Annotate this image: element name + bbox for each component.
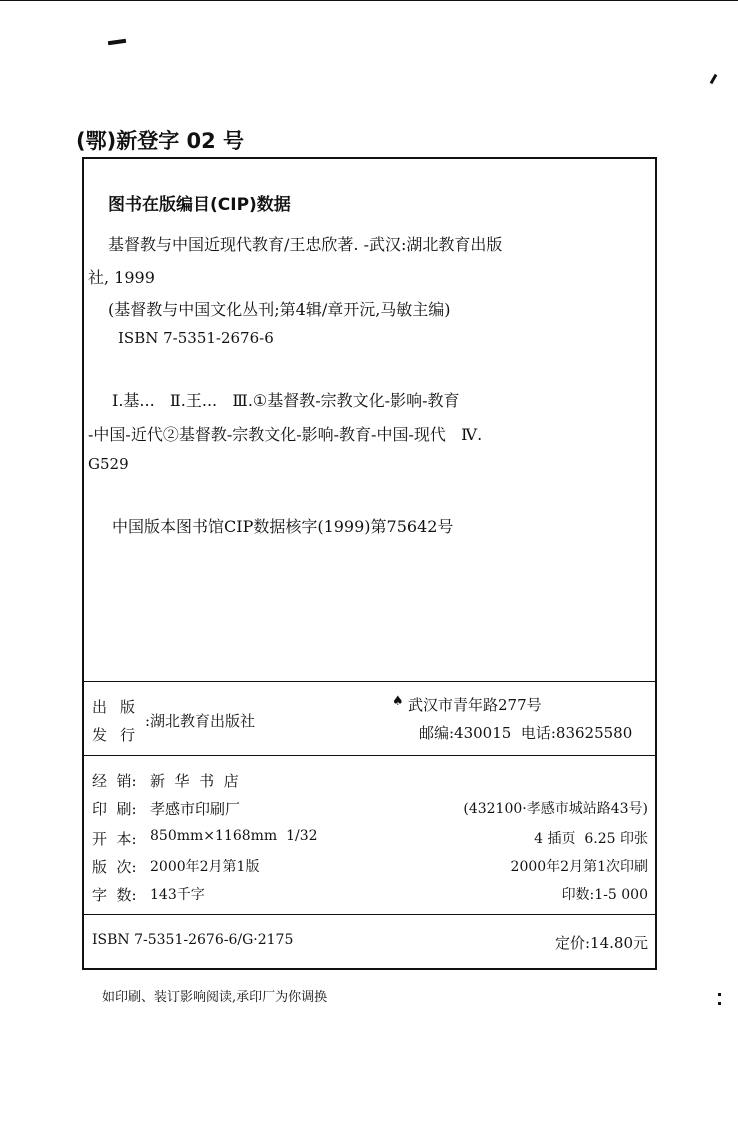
publisher-label-ban: 版 (120, 698, 136, 716)
cip-isbn: ISBN 7-5351-2676-6 (118, 329, 274, 347)
cip-approval-number: 中国版本图书馆CIP数据核字(1999)第75642号 (112, 517, 454, 536)
detail-value: 850mm×1168mm 1/32 (150, 828, 318, 844)
cip-line: Ⅰ.基... Ⅱ.王... Ⅲ.①基督教-宗教文化-影响-教育 (112, 391, 460, 410)
scan-speck (718, 1002, 721, 1005)
cip-line: -中国-近代②基督教-宗教文化-影响-教育-中国-现代 Ⅳ. (88, 425, 483, 444)
cip-line: (基督教与中国文化丛刊;第4辑/章开沅,马敏主编) (108, 300, 451, 319)
publisher-label-xing: 行 (120, 726, 136, 744)
price: 定价:14.80元 (555, 934, 648, 952)
detail-right: 4 插页 6.25 印张 (534, 831, 648, 847)
detail-right: 印数:1-5 000 (561, 887, 648, 903)
isbn-full: ISBN 7-5351-2676-6/G·2175 (92, 932, 294, 948)
detail-value: 143千字 (150, 887, 205, 903)
cip-line: 基督教与中国近现代教育/王忠欣著. -武汉:湖北教育出版 (108, 235, 503, 254)
detail-label: 字 数: (92, 886, 137, 904)
publisher-label-fa: 发 (92, 726, 108, 744)
detail-label: 开 本: (92, 830, 137, 848)
publisher-address-marker: ♠ (392, 694, 404, 709)
detail-value: 孝感市印刷厂 (150, 800, 241, 818)
publisher-name: :湖北教育出版社 (145, 712, 256, 730)
top-edge-line (0, 0, 738, 1)
footer-note: 如印刷、装订影响阅读,承印厂为你调换 (102, 990, 328, 1005)
detail-label: 印 刷: (92, 800, 137, 818)
cip-line: 社, 1999 (88, 268, 155, 287)
detail-value: 新 华 书 店 (150, 772, 239, 790)
publisher-address: 武汉市青年路277号 (408, 696, 542, 714)
publisher-postcode-phone: 邮编:430015 电话:83625580 (419, 724, 633, 742)
detail-right: 2000年2月第1次印刷 (510, 859, 648, 875)
scan-speck (108, 39, 126, 45)
detail-label: 版 次: (92, 858, 137, 876)
cip-line: G529 (88, 455, 129, 473)
detail-right: (432100·孝感市城站路43号) (463, 801, 648, 817)
detail-label: 经 销: (92, 772, 137, 790)
publisher-label-chu: 出 (92, 698, 108, 716)
cip-heading: 图书在版编目(CIP)数据 (108, 195, 291, 215)
scan-speck (710, 74, 718, 84)
registration-number: (鄂)新登字 02 号 (76, 129, 245, 153)
scan-speck (718, 993, 721, 996)
detail-value: 2000年2月第1版 (150, 859, 260, 875)
